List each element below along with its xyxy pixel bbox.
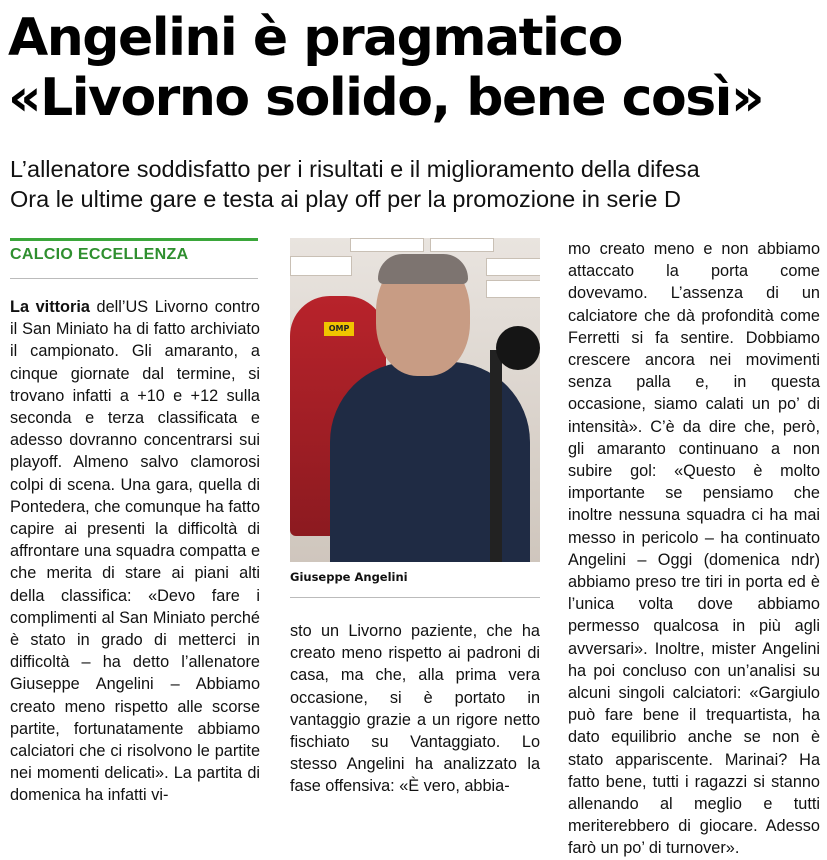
column-2	[290, 620, 540, 798]
headline-line-2: «Livorno solido, bene così»	[8, 68, 764, 128]
person-hair	[378, 254, 468, 284]
column-1-body: dell’US Livorno contro il San Miniato ha di fatto archiviato il campionato. Gli amaranto, a cinque giornate dal termine, si trovano infatti a +10 e +12 sulla seconda e terza classificata e adesso dovranno concentrarsi sui playoff. Almeno salvo clamorosi colpi di scena. Una gara, quella di Pontedera, che comunque ha fatto capire ai presenti la difficoltà di affrontare una squadra compatta e che merita di stare ai piani alti della classifica: «Devo fare i complimenti al San Miniato perché è stato in grado di metterci in difficoltà – ha detto l’allenatore Giuseppe Angelini – Abbiamo creato meno rispetto alle scorse partite, fortunatamente abbiamo calciatori che ci risolvono le partite nei momenti delicati». La partita di domenica ha infatti vi-	[10, 298, 260, 805]
sponsor-board	[350, 238, 424, 252]
subheadline	[10, 154, 822, 214]
caption-divider	[290, 597, 540, 598]
headline	[8, 8, 820, 128]
section-rule	[10, 238, 258, 241]
sponsor-board	[486, 258, 540, 276]
section-label: CALCIO ECCELLENZA	[10, 246, 189, 263]
subhead-line-1: L’allenatore soddisfatto per i risultati e il miglioramento della difesa	[10, 156, 700, 182]
microphone-stand	[490, 350, 502, 562]
sponsor-board	[290, 256, 352, 276]
sponsor-board	[430, 238, 494, 252]
column-2-body: sto un Livorno paziente, che ha creato meno rispetto ai padroni di casa, ma che, alla prima vera occasione, si è portato in vantaggio grazie a un rigore netto fischiato su Vantaggiato. Lo stesso Angelini ha analizzato la fase offensiva: «È vero, abbia-	[290, 622, 540, 796]
column-1	[10, 296, 260, 807]
photo-caption: Giuseppe Angelini	[290, 570, 408, 584]
column-1-text	[10, 296, 260, 807]
microphone-icon	[496, 326, 540, 370]
sponsor-board	[486, 280, 540, 298]
lead-in: La vittoria	[10, 298, 90, 316]
subhead-line-2: Ora le ultime gare e testa ai play off per la promozione in serie D	[10, 186, 681, 212]
column-3-body: mo creato meno e non abbiamo attaccato la porta come dovevamo. L’assenza di un calciatore che dà profondità come Ferretti si fa sentire. Dobbiamo crescere ancora nei movimenti senza palla e, in questa occasione, siamo calati un po’ di intensità». C’è da dire che, però, gli amaranto continuano a non subire gol: «Questo è molto importante se pensiamo che inoltre nessuna squadra ci ha mai messo in pericolo – ha continuato Angelini – Oggi (domenica ndr) abbiamo preso tre tiri in porta ed è l’unica volta dove abbiamo permesso qualcosa in più agli avversari». Inoltre, mister Angelini ha poi concluso con un’analisi su alcuni singoli calciatori: «Gargiulo può fare bene il trequartista, ha dato equilibrio anche se non è stato appariscente. Marinai? Ha fatto bene, tutti i ragazzi si stanno allenando al meglio e tutti meriterebbero di giocare. Adesso farò un po’ di turnover».	[568, 240, 820, 858]
chair-logo: OMP	[324, 322, 354, 336]
section-divider	[10, 278, 258, 279]
article-photo	[290, 238, 540, 562]
headline-line-1: Angelini è pragmatico	[8, 8, 622, 68]
column-3	[568, 238, 820, 860]
